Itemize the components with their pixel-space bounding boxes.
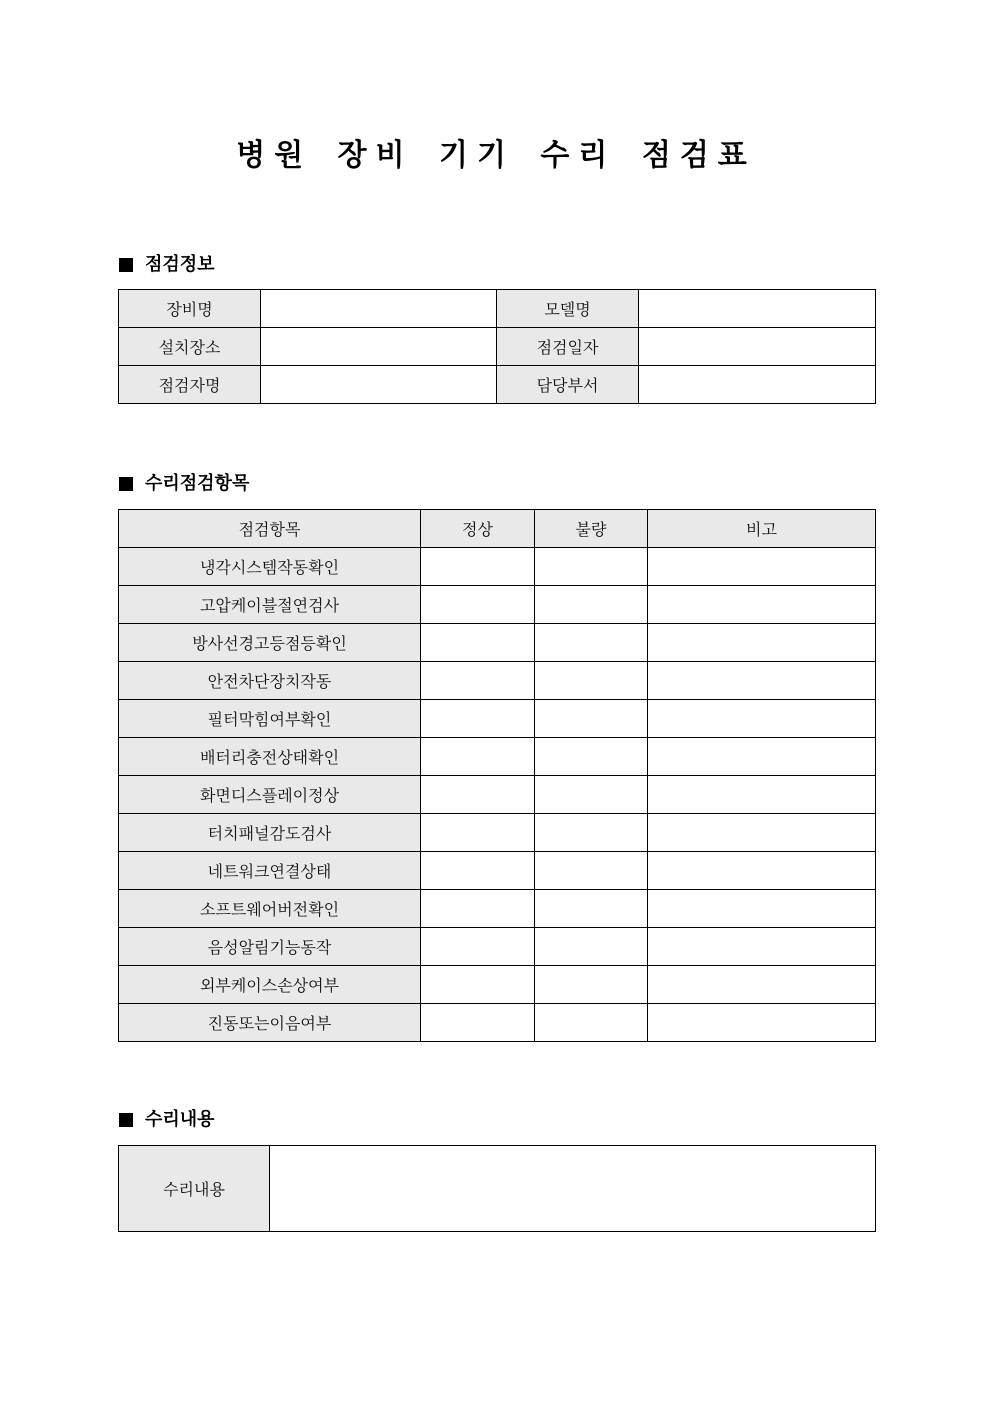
defect-check-cell[interactable] xyxy=(535,966,648,1004)
normal-check-cell[interactable] xyxy=(421,624,535,662)
square-bullet-icon xyxy=(119,258,133,272)
document-title: 병원 장비 기기 수리 점검표 xyxy=(236,138,756,173)
repair-table xyxy=(118,1145,876,1232)
defect-check-cell[interactable] xyxy=(535,776,648,814)
section-heading-repair xyxy=(119,1108,215,1132)
checklist-row xyxy=(119,966,876,1004)
checklist-row xyxy=(119,738,876,776)
defect-check-cell[interactable] xyxy=(535,814,648,852)
note-field[interactable] xyxy=(648,852,876,890)
note-field[interactable] xyxy=(648,624,876,662)
repair-label: 수리내용 xyxy=(119,1146,270,1232)
info-value-field[interactable] xyxy=(639,290,876,328)
note-field[interactable] xyxy=(648,548,876,586)
column-header-defect: 불량 xyxy=(535,510,648,548)
checklist-row xyxy=(119,814,876,852)
checklist-row xyxy=(119,700,876,738)
note-field[interactable] xyxy=(648,890,876,928)
note-field[interactable] xyxy=(648,814,876,852)
info-value-field[interactable] xyxy=(261,366,497,404)
defect-check-cell[interactable] xyxy=(535,548,648,586)
info-row xyxy=(119,366,876,404)
checklist-row xyxy=(119,852,876,890)
note-field[interactable] xyxy=(648,662,876,700)
defect-check-cell[interactable] xyxy=(535,662,648,700)
checklist-item-name: 음성알림기능동작 xyxy=(119,928,421,966)
note-field[interactable] xyxy=(648,776,876,814)
column-header-item: 점검항목 xyxy=(119,510,421,548)
defect-check-cell[interactable] xyxy=(535,586,648,624)
normal-check-cell[interactable] xyxy=(421,928,535,966)
checklist-row xyxy=(119,662,876,700)
info-table xyxy=(118,289,876,404)
defect-check-cell[interactable] xyxy=(535,890,648,928)
normal-check-cell[interactable] xyxy=(421,548,535,586)
note-field[interactable] xyxy=(648,1004,876,1042)
checklist-item-name: 고압케이블절연검사 xyxy=(119,586,421,624)
info-value-field[interactable] xyxy=(261,328,497,366)
normal-check-cell[interactable] xyxy=(421,738,535,776)
normal-check-cell[interactable] xyxy=(421,700,535,738)
normal-check-cell[interactable] xyxy=(421,890,535,928)
checklist-item-name: 화면디스플레이정상 xyxy=(119,776,421,814)
checklist-item-name: 외부케이스손상여부 xyxy=(119,966,421,1004)
normal-check-cell[interactable] xyxy=(421,814,535,852)
info-row xyxy=(119,328,876,366)
section-heading-checklist-text: 수리점검항목 xyxy=(145,473,250,494)
note-field[interactable] xyxy=(648,700,876,738)
note-field[interactable] xyxy=(648,966,876,1004)
note-field[interactable] xyxy=(648,586,876,624)
info-label: 모델명 xyxy=(497,290,639,328)
square-bullet-icon xyxy=(119,1113,133,1127)
info-label: 장비명 xyxy=(119,290,261,328)
section-heading-checklist xyxy=(119,472,249,496)
normal-check-cell[interactable] xyxy=(421,776,535,814)
checklist-item-name: 네트워크연결상태 xyxy=(119,852,421,890)
section-heading-info-text: 점검정보 xyxy=(145,254,215,275)
normal-check-cell[interactable] xyxy=(421,1004,535,1042)
checklist-item-name: 진동또는이음여부 xyxy=(119,1004,421,1042)
defect-check-cell[interactable] xyxy=(535,700,648,738)
info-row xyxy=(119,290,876,328)
note-field[interactable] xyxy=(648,738,876,776)
note-field[interactable] xyxy=(648,928,876,966)
checklist-row xyxy=(119,776,876,814)
checklist-item-name: 냉각시스템작동확인 xyxy=(119,548,421,586)
info-value-field[interactable] xyxy=(261,290,497,328)
checklist-row xyxy=(119,928,876,966)
normal-check-cell[interactable] xyxy=(421,662,535,700)
checklist-row xyxy=(119,1004,876,1042)
checklist-item-name: 필터막힘여부확인 xyxy=(119,700,421,738)
checklist-item-name: 방사선경고등점등확인 xyxy=(119,624,421,662)
normal-check-cell[interactable] xyxy=(421,852,535,890)
checklist-row xyxy=(119,586,876,624)
square-bullet-icon xyxy=(119,477,133,491)
checklist-item-name: 안전차단장치작동 xyxy=(119,662,421,700)
defect-check-cell[interactable] xyxy=(535,852,648,890)
checklist-table xyxy=(118,509,876,1042)
info-value-field[interactable] xyxy=(639,366,876,404)
column-header-note: 비고 xyxy=(648,510,876,548)
column-header-normal: 정상 xyxy=(421,510,535,548)
defect-check-cell[interactable] xyxy=(535,624,648,662)
defect-check-cell[interactable] xyxy=(535,928,648,966)
info-value-field[interactable] xyxy=(639,328,876,366)
normal-check-cell[interactable] xyxy=(421,966,535,1004)
section-heading-repair-text: 수리내용 xyxy=(145,1109,215,1130)
checklist-row xyxy=(119,548,876,586)
checklist-item-name: 배터리충전상태확인 xyxy=(119,738,421,776)
repair-content-field[interactable] xyxy=(270,1146,876,1232)
normal-check-cell[interactable] xyxy=(421,586,535,624)
checklist-item-name: 터치패널감도검사 xyxy=(119,814,421,852)
defect-check-cell[interactable] xyxy=(535,738,648,776)
checklist-header-row xyxy=(119,510,876,548)
checklist-row xyxy=(119,890,876,928)
info-label: 점검자명 xyxy=(119,366,261,404)
section-heading-info xyxy=(119,253,215,277)
info-label: 설치장소 xyxy=(119,328,261,366)
info-label: 점검일자 xyxy=(497,328,639,366)
info-label: 담당부서 xyxy=(497,366,639,404)
defect-check-cell[interactable] xyxy=(535,1004,648,1042)
checklist-item-name: 소프트웨어버전확인 xyxy=(119,890,421,928)
checklist-row xyxy=(119,624,876,662)
repair-row xyxy=(119,1146,876,1232)
